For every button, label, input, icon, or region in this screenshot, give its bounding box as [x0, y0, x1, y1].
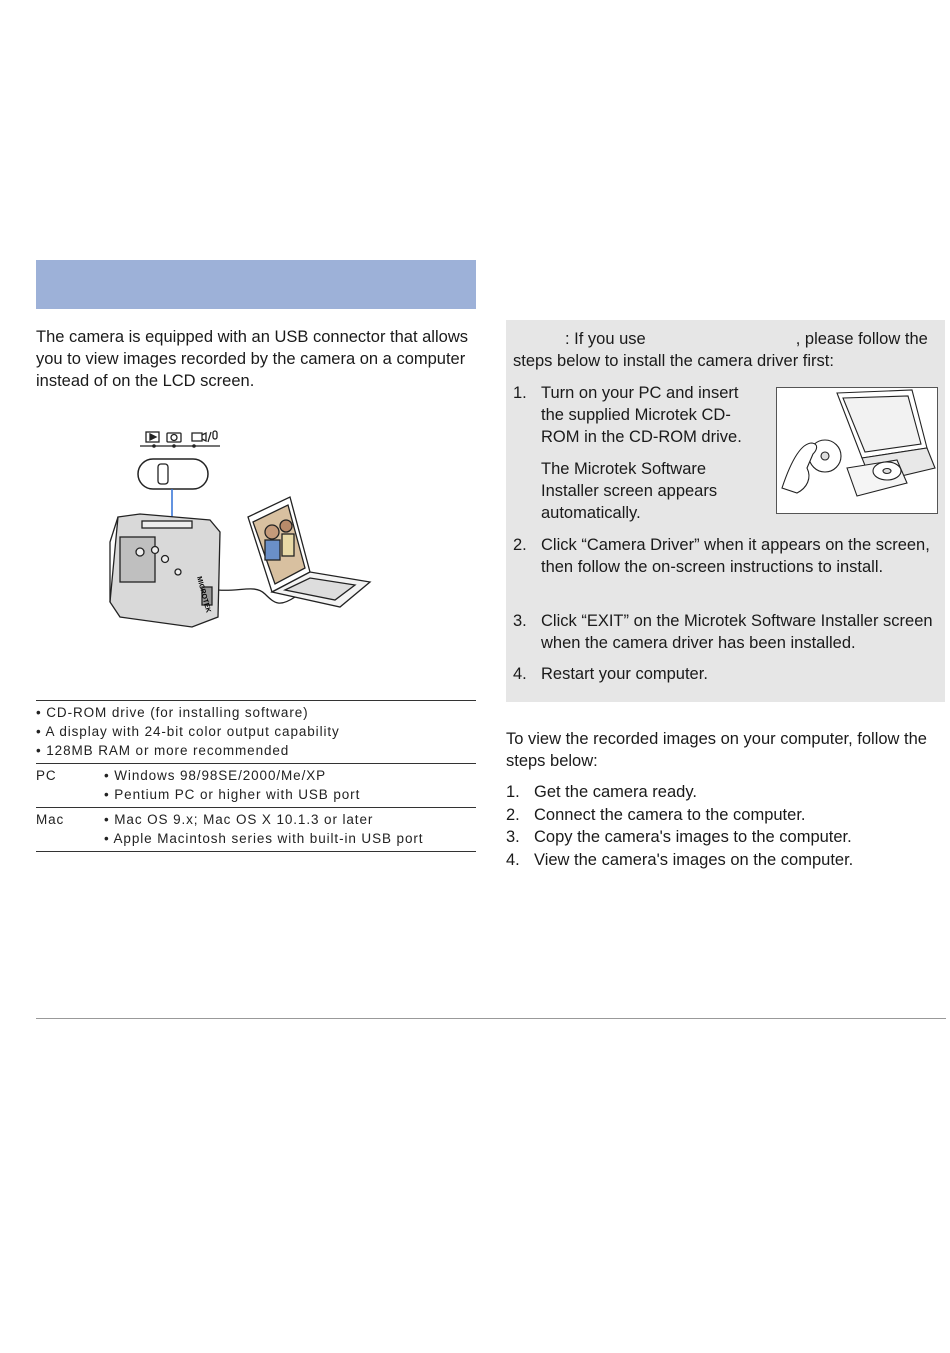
driver-step-1-result: [541, 458, 741, 524]
brand-label: MICROTEK: [195, 575, 212, 614]
requirement-item: • Pentium PC or higher with USB port: [104, 787, 361, 802]
movie-icon: [192, 433, 206, 441]
step-text: Connect the camera to the computer.: [534, 805, 806, 824]
step-text: Click “EXIT” on the Microtek Software Installer screen when the camera driver has been installed.: [541, 612, 933, 652]
step-number: 1.: [513, 384, 527, 402]
requirement-item: • 128MB RAM or more recommended: [36, 743, 290, 758]
intro-paragraph: The camera is equipped with an USB connector that allows you to view images recorded by the camera on a computer instead of on the LCD screen.: [36, 328, 468, 390]
step-text: Get the camera ready.: [534, 783, 697, 801]
note-part2: , please follow the steps below to install the camera driver first:: [513, 330, 928, 370]
step-text: Click “Camera Driver” when it appears on the screen, then follow the on-screen instructions to install.: [541, 536, 930, 576]
requirements-pc-label: PC: [36, 768, 57, 783]
requirement-item: • Apple Macintosh series with built-in USB port: [104, 831, 424, 846]
requirement-item: • Windows 98/98SE/2000/Me/XP: [104, 768, 327, 783]
camera-laptop-illustration: [100, 422, 390, 637]
step-text: View the camera's images on the computer.: [534, 850, 854, 869]
cd-insert-illustration: [776, 387, 938, 514]
driver-note-intro: [513, 328, 943, 372]
list-item: 2. Connect the camera to the computer.: [506, 804, 946, 827]
requirements-mac: [36, 807, 476, 852]
requirements-general: [36, 700, 476, 763]
hand-icon: [782, 443, 817, 493]
requirements-mac-label: Mac: [36, 812, 65, 827]
requirement-item: • CD-ROM drive (for installing software): [36, 705, 309, 720]
driver-step-4: [513, 663, 938, 685]
step-number: 2.: [513, 536, 527, 554]
camera-body: [110, 514, 220, 627]
requirements-pc: [36, 763, 476, 807]
requirements-table: [36, 700, 476, 852]
requirement-item: • Mac OS 9.x; Mac OS X 10.1.3 or later: [104, 812, 374, 827]
note-part1: : If you use: [565, 330, 646, 348]
driver-step-1: [513, 382, 753, 448]
requirement-item: • A display with 24-bit color output capability: [36, 724, 340, 739]
driver-step-3: [513, 610, 938, 654]
step-number: 4.: [513, 665, 527, 683]
view-images-intro: To view the recorded images on your computer, follow the steps below:: [506, 730, 927, 770]
step-text: Copy the camera's images to the computer.: [534, 828, 852, 846]
view-images-steps: [506, 781, 946, 871]
list-item: 1. Get the camera ready.: [506, 781, 946, 804]
mode-dial-icons: [140, 431, 220, 446]
step-text: Turn on your PC and insert the supplied Microtek CD-ROM in the CD-ROM drive.: [541, 384, 742, 446]
list-item: 4. View the camera's images on the computer.: [506, 849, 946, 872]
voice-icon: [213, 431, 217, 439]
step-text: The Microtek Software Installer screen appears automatically.: [541, 460, 718, 522]
step-text: Restart your computer.: [541, 665, 708, 683]
driver-step-2: [513, 534, 938, 578]
mode-switch: [138, 459, 208, 489]
footer-divider: [36, 1018, 946, 1019]
list-item: 3. Copy the camera's images to the computer.: [506, 826, 946, 849]
step-number: 3.: [513, 612, 527, 630]
section-header-bar: [36, 260, 476, 309]
laptop: [248, 497, 370, 607]
